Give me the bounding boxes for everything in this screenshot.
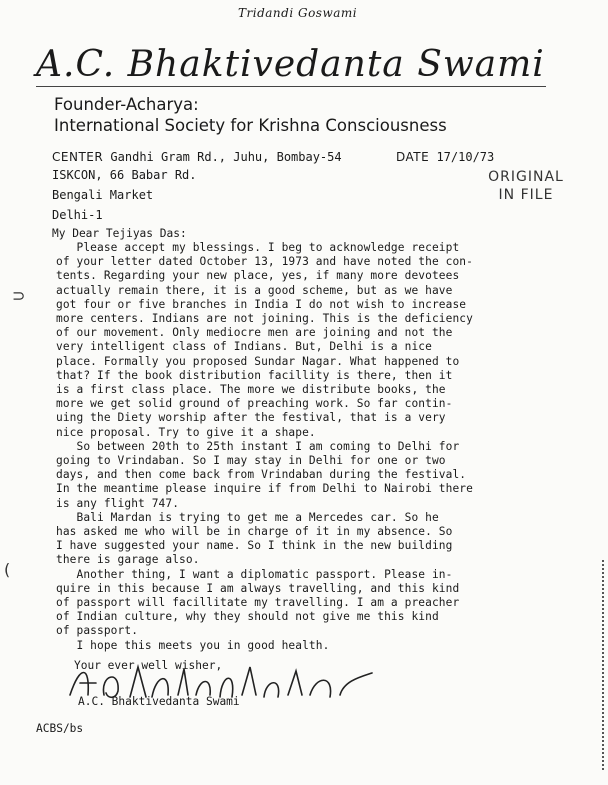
- original-in-file-stamp: [466, 168, 586, 204]
- date-line: [396, 150, 494, 164]
- center-label: CENTER: [52, 150, 104, 164]
- letter-body: [56, 241, 596, 653]
- body-line: nice proposal. Try to give it a shape.: [56, 425, 316, 439]
- address-line-3: Delhi-1: [52, 208, 103, 222]
- margin-mark-1: ⊃: [12, 286, 26, 305]
- body-line: there is garage also.: [56, 553, 200, 567]
- center-value: Gandhi Gram Rd., Juhu, Bombay-54: [110, 150, 342, 164]
- address-line-2: Bengali Market: [52, 188, 154, 202]
- body-line: actually remain there, it is a good scheme, but as we have: [56, 283, 453, 297]
- body-line: I have suggested your name. So I think in the new building: [56, 539, 453, 553]
- closing: Your ever well wisher,: [74, 659, 223, 672]
- body-line: is any flight 747.: [56, 496, 180, 510]
- body-line: uing the Diety worship after the festival, that is a very: [56, 411, 446, 425]
- stamp-line-2: IN FILE: [498, 187, 554, 203]
- stamp-line-1: ORIGINAL: [488, 169, 564, 185]
- body-line: of Indian culture, why they should not give me this kind: [56, 610, 439, 624]
- letterhead-subtitle: Tridandi Goswami: [238, 6, 358, 20]
- body-line: is a first class place. The more we distribute books, the: [56, 383, 446, 397]
- margin-mark-2: (: [4, 560, 11, 579]
- body-line: of passport will facillitate my travelling. I am a preacher: [56, 596, 460, 610]
- body-line: Bali Mardan is trying to get me a Mercedes car. So he: [56, 510, 439, 524]
- body-line: very intelligent class of Indians. But, Delhi is a nice: [56, 340, 432, 354]
- address-line-1: ISKCON, 66 Babar Rd.: [52, 168, 197, 182]
- typed-signature: A.C. Bhaktivedanta Swami: [78, 695, 240, 708]
- body-line: In the meantime please inquire if from Delhi to Nairobi there: [56, 482, 473, 496]
- body-line: has asked me who will be in charge of it in my absence. So: [56, 525, 453, 539]
- body-line: of your letter dated October 13, 1973 and have noted the con-: [56, 255, 473, 269]
- body-line: So between 20th to 25th instant I am coming to Delhi for: [56, 439, 460, 453]
- body-line: Another thing, I want a diplomatic passport. Please in-: [56, 567, 453, 581]
- body-line: of passport.: [56, 624, 139, 638]
- letterhead-name: A.C. Bhaktivedanta Swami: [36, 44, 545, 85]
- body-line: going to Vrindaban. So I may stay in Delhi for one or two: [56, 454, 446, 468]
- salutation: My Dear Tejiyas Das:: [52, 227, 187, 240]
- body-line: place. Formally you proposed Sundar Nagar. What happened to: [56, 354, 460, 368]
- body-line: days, and then come back from Vrindaban during the festival.: [56, 468, 467, 482]
- body-line: tents. Regarding your new place, yes, if many more devotees: [56, 269, 460, 283]
- body-line: I hope this meets you in good health.: [56, 638, 330, 652]
- letterhead-organization: [54, 94, 447, 136]
- letterhead-org-name: International Society for Krishna Consciousness: [54, 116, 447, 135]
- center-line: [52, 150, 342, 164]
- date-value: 17/10/73: [436, 150, 495, 164]
- body-line: that? If the book distribution facillity is there, then it: [56, 368, 453, 382]
- body-line: Please accept my blessings. I beg to acknowledge receipt: [56, 241, 460, 254]
- reference-initials: ACBS/bs: [36, 722, 84, 735]
- date-label: DATE: [396, 150, 430, 164]
- body-line: quire in this because I am always travelling, and this kind: [56, 581, 460, 595]
- letterhead-rule: [36, 86, 546, 87]
- page-edge-perforation: [602, 560, 608, 770]
- body-line: got four or five branches in India I do not wish to increase: [56, 297, 467, 311]
- body-line: more centers. Indians are not joining. This is the deficiency: [56, 312, 473, 326]
- letterhead-role: Founder-Acharya:: [54, 95, 199, 114]
- body-line: more we get solid ground of preaching work. So far contin-: [56, 397, 453, 411]
- body-line: of our movement. Only mediocre men are joining and not the: [56, 326, 453, 340]
